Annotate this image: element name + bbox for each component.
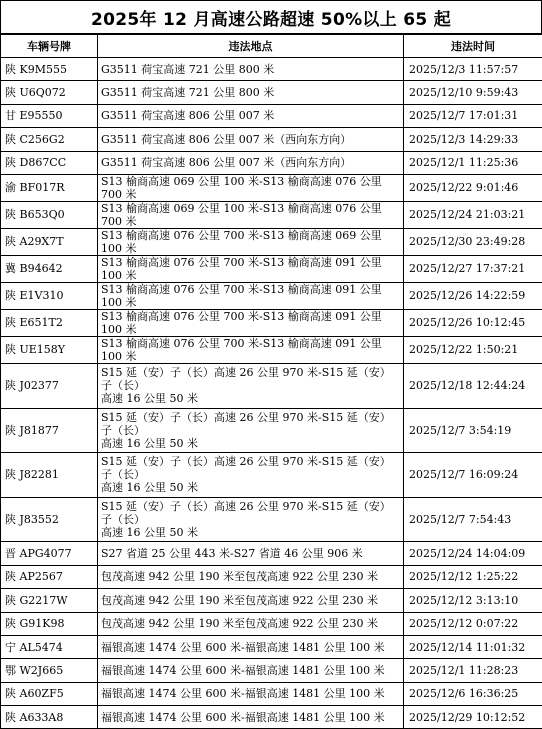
time-cell: 2025/12/24 14:04:09 — [404, 542, 542, 565]
location-line: S15 延（安）子（长）高速 26 公里 970 米-S15 延（安）子（长） — [101, 366, 399, 392]
plate-cell: 陕 G91K98 — [1, 612, 98, 635]
table-row — [1, 174, 542, 201]
location-cell — [98, 565, 404, 588]
location-line: S13 榆商高速 076 公里 700 米-S13 榆商高速 069 公里 100 米 — [101, 229, 399, 255]
table-row — [1, 659, 542, 682]
time-cell: 2025/12/30 23:49:28 — [404, 228, 542, 255]
table-row — [1, 565, 542, 588]
time-cell: 2025/12/7 3:54:19 — [404, 408, 542, 453]
location-line: S15 延（安）子（长）高速 26 公里 970 米-S15 延（安）子（长） — [101, 411, 399, 437]
table-row — [1, 497, 542, 542]
time-cell: 2025/12/22 1:50:21 — [404, 336, 542, 363]
table-row — [1, 104, 542, 127]
location-line: S13 榆商高速 076 公里 700 米-S13 榆商高速 091 公里 100 米 — [101, 310, 399, 336]
plate-cell: 陕 U6Q072 — [1, 81, 98, 104]
plate-cell: 陕 G2217W — [1, 589, 98, 612]
location-cell — [98, 174, 404, 201]
table-row — [1, 151, 542, 174]
location-cell — [98, 151, 404, 174]
plate-cell: 宁 AL5474 — [1, 635, 98, 658]
location-cell — [98, 81, 404, 104]
location-line: 高速 16 公里 50 米 — [101, 392, 399, 405]
location-line: 福银高速 1474 公里 600 米-福银高速 1481 公里 100 米 — [101, 664, 399, 677]
location-cell — [98, 612, 404, 635]
location-line: G3511 荷宝高速 721 公里 800 米 — [101, 63, 399, 76]
location-cell — [98, 497, 404, 542]
plate-cell: 陕 D867CC — [1, 151, 98, 174]
location-line: 高速 16 公里 50 米 — [101, 437, 399, 450]
table-row — [1, 589, 542, 612]
table-row — [1, 81, 542, 104]
location-line: S13 榆商高速 069 公里 100 米-S13 榆商高速 076 公里 700 米 — [101, 175, 399, 201]
plate-cell: 陕 AP2567 — [1, 565, 98, 588]
plate-cell: 陕 E651T2 — [1, 309, 98, 336]
time-cell: 2025/12/3 11:57:57 — [404, 58, 542, 81]
time-cell: 2025/12/1 11:28:23 — [404, 659, 542, 682]
location-line: G3511 荷宝高速 721 公里 800 米 — [101, 86, 399, 99]
table-row — [1, 201, 542, 228]
plate-cell: 陕 J83552 — [1, 497, 98, 542]
table-row — [1, 128, 542, 151]
header-location: 违法地点 — [98, 35, 404, 58]
location-line: 高速 16 公里 50 米 — [101, 526, 399, 539]
time-cell: 2025/12/1 11:25:36 — [404, 151, 542, 174]
plate-cell: 冀 B94642 — [1, 255, 98, 282]
table-row — [1, 363, 542, 408]
table-row — [1, 706, 542, 729]
plate-cell: 陕 C256G2 — [1, 128, 98, 151]
location-cell — [98, 309, 404, 336]
table-body — [1, 58, 542, 729]
time-cell: 2025/12/22 9:01:46 — [404, 174, 542, 201]
time-cell: 2025/12/26 14:22:59 — [404, 282, 542, 309]
table-row — [1, 682, 542, 705]
location-line: G3511 荷宝高速 806 公里 007 米 — [101, 109, 399, 122]
plate-cell: 陕 K9M555 — [1, 58, 98, 81]
location-line: 福银高速 1474 公里 600 米-福银高速 1481 公里 100 米 — [101, 641, 399, 654]
document-title: 2025年 12 月高速公路超速 50%以上 65 起 — [0, 0, 542, 34]
time-cell: 2025/12/18 12:44:24 — [404, 363, 542, 408]
location-cell — [98, 453, 404, 498]
time-cell: 2025/12/12 1:25:22 — [404, 565, 542, 588]
table-row — [1, 542, 542, 565]
location-cell — [98, 58, 404, 81]
table-row — [1, 255, 542, 282]
plate-cell: 陕 J02377 — [1, 363, 98, 408]
violations-table — [0, 34, 542, 729]
time-cell: 2025/12/12 3:13:10 — [404, 589, 542, 612]
location-line: 包茂高速 942 公里 190 米至包茂高速 922 公里 230 米 — [101, 570, 399, 583]
location-line: 包茂高速 942 公里 190 米至包茂高速 922 公里 230 米 — [101, 594, 399, 607]
location-cell — [98, 104, 404, 127]
time-cell: 2025/12/3 14:29:33 — [404, 128, 542, 151]
table-row — [1, 612, 542, 635]
table-row — [1, 58, 542, 81]
location-cell — [98, 408, 404, 453]
table-row — [1, 228, 542, 255]
location-cell — [98, 282, 404, 309]
time-cell: 2025/12/7 17:01:31 — [404, 104, 542, 127]
table-row — [1, 336, 542, 363]
location-cell — [98, 201, 404, 228]
location-cell — [98, 128, 404, 151]
table-row — [1, 282, 542, 309]
plate-cell: 陕 A633A8 — [1, 706, 98, 729]
location-cell — [98, 682, 404, 705]
location-line: 福银高速 1474 公里 600 米-福银高速 1481 公里 100 米 — [101, 687, 399, 700]
plate-cell: 陕 A60ZF5 — [1, 682, 98, 705]
time-cell: 2025/12/14 11:01:32 — [404, 635, 542, 658]
location-line: S13 榆商高速 076 公里 700 米-S13 榆商高速 091 公里 100 米 — [101, 256, 399, 282]
location-cell — [98, 336, 404, 363]
time-cell: 2025/12/26 10:12:45 — [404, 309, 542, 336]
table-row — [1, 309, 542, 336]
location-line: G3511 荷宝高速 806 公里 007 米（西向东方向） — [101, 156, 399, 169]
location-line: S15 延（安）子（长）高速 26 公里 970 米-S15 延（安）子（长） — [101, 455, 399, 481]
time-cell: 2025/12/29 10:12:52 — [404, 706, 542, 729]
time-cell: 2025/12/27 17:37:21 — [404, 255, 542, 282]
header-plate: 车辆号牌 — [1, 35, 98, 58]
location-line: G3511 荷宝高速 806 公里 007 米（西向东方向） — [101, 133, 399, 146]
location-line: 福银高速 1474 公里 600 米-福银高速 1481 公里 100 米 — [101, 711, 399, 724]
location-line: S15 延（安）子（长）高速 26 公里 970 米-S15 延（安）子（长） — [101, 500, 399, 526]
location-cell — [98, 228, 404, 255]
plate-cell: 陕 UE158Y — [1, 336, 98, 363]
time-cell: 2025/12/7 16:09:24 — [404, 453, 542, 498]
table-header-row — [1, 35, 542, 58]
time-cell: 2025/12/10 9:59:43 — [404, 81, 542, 104]
location-cell — [98, 363, 404, 408]
plate-cell: 鄂 W2J665 — [1, 659, 98, 682]
location-line: S13 榆商高速 076 公里 700 米-S13 榆商高速 091 公里 100 米 — [101, 283, 399, 309]
location-cell — [98, 542, 404, 565]
location-line: S27 省道 25 公里 443 米-S27 省道 46 公里 906 米 — [101, 547, 399, 560]
location-cell — [98, 659, 404, 682]
location-cell — [98, 706, 404, 729]
header-time: 违法时间 — [404, 35, 542, 58]
time-cell: 2025/12/24 21:03:21 — [404, 201, 542, 228]
location-line: S13 榆商高速 069 公里 100 米-S13 榆商高速 076 公里 700 米 — [101, 202, 399, 228]
location-cell — [98, 255, 404, 282]
location-line: 高速 16 公里 50 米 — [101, 481, 399, 494]
plate-cell: 陕 E1V310 — [1, 282, 98, 309]
plate-cell: 陕 J82281 — [1, 453, 98, 498]
time-cell: 2025/12/12 0:07:22 — [404, 612, 542, 635]
table-row — [1, 453, 542, 498]
time-cell: 2025/12/6 16:36:25 — [404, 682, 542, 705]
time-cell: 2025/12/7 7:54:43 — [404, 497, 542, 542]
location-line: 包茂高速 942 公里 190 米至包茂高速 922 公里 230 米 — [101, 617, 399, 630]
plate-cell: 晋 APG4077 — [1, 542, 98, 565]
table-row — [1, 408, 542, 453]
plate-cell: 陕 B653Q0 — [1, 201, 98, 228]
plate-cell: 渝 BF017R — [1, 174, 98, 201]
location-line: S13 榆商高速 076 公里 700 米-S13 榆商高速 091 公里 100 米 — [101, 337, 399, 363]
plate-cell: 陕 A29X7T — [1, 228, 98, 255]
plate-cell: 陕 J81877 — [1, 408, 98, 453]
location-cell — [98, 589, 404, 612]
plate-cell: 甘 E95550 — [1, 104, 98, 127]
